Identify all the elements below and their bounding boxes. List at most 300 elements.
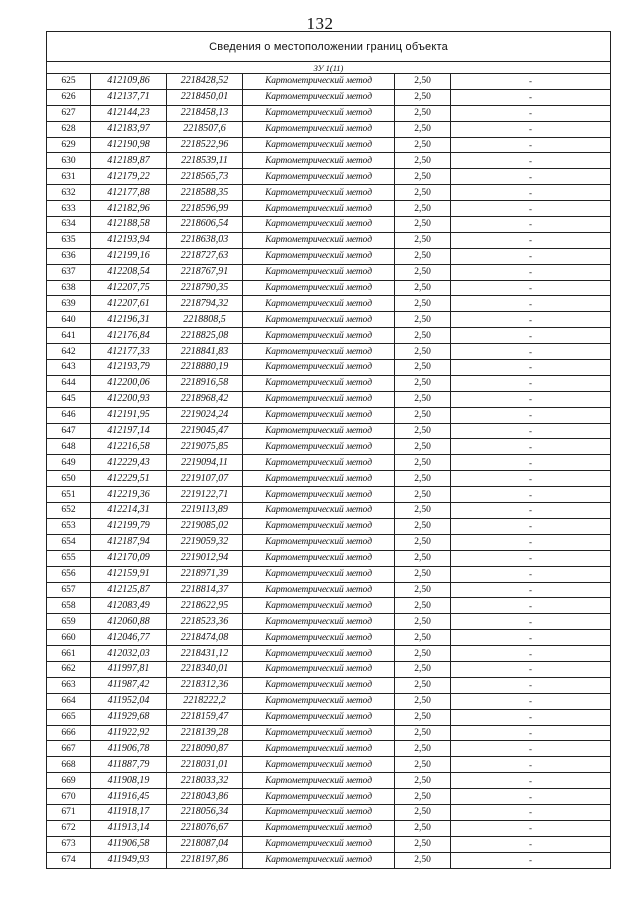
cell-coord-x: 412193,79 [91, 360, 167, 376]
table-row [47, 661, 611, 677]
cell-note: - [451, 852, 611, 868]
cell-note: - [451, 375, 611, 391]
cell-note: - [451, 423, 611, 439]
cell-note: - [451, 121, 611, 137]
cell-point-number: 636 [47, 248, 91, 264]
cell-method: Картометрический метод [243, 741, 395, 757]
table-title: Сведения о местоположении границ объекта [47, 32, 611, 62]
cell-accuracy: 2,50 [395, 248, 451, 264]
cell-method: Картометрический метод [243, 487, 395, 503]
cell-accuracy: 2,50 [395, 534, 451, 550]
cell-method: Картометрический метод [243, 232, 395, 248]
cell-coord-x: 412177,88 [91, 185, 167, 201]
cell-coord-x: 412199,16 [91, 248, 167, 264]
cell-point-number: 644 [47, 375, 91, 391]
cell-method: Картометрический метод [243, 789, 395, 805]
cell-coord-x: 411918,17 [91, 804, 167, 820]
cell-accuracy: 2,50 [395, 757, 451, 773]
cell-accuracy: 2,50 [395, 169, 451, 185]
cell-coord-x: 412229,43 [91, 455, 167, 471]
cell-point-number: 630 [47, 153, 91, 169]
cell-coord-y: 2219094,11 [167, 455, 243, 471]
cell-method: Картометрический метод [243, 217, 395, 233]
table-row [47, 74, 611, 90]
cell-coord-y: 2219075,85 [167, 439, 243, 455]
table-row [47, 375, 611, 391]
cell-accuracy: 2,50 [395, 105, 451, 121]
cell-note: - [451, 804, 611, 820]
section-row [47, 62, 611, 74]
cell-coord-y: 2219012,94 [167, 550, 243, 566]
cell-coord-x: 412193,94 [91, 232, 167, 248]
cell-coord-y: 2218087,04 [167, 836, 243, 852]
cell-note: - [451, 74, 611, 90]
cell-note: - [451, 280, 611, 296]
cell-coord-x: 411908,19 [91, 773, 167, 789]
cell-point-number: 626 [47, 89, 91, 105]
table-row [47, 169, 611, 185]
table-body [47, 32, 611, 869]
cell-note: - [451, 471, 611, 487]
page-number: 132 [306, 14, 334, 33]
cell-point-number: 663 [47, 677, 91, 693]
cell-coord-y: 2218825,08 [167, 328, 243, 344]
table-row [47, 407, 611, 423]
cell-coord-x: 412170,09 [91, 550, 167, 566]
cell-accuracy: 2,50 [395, 566, 451, 582]
table-row [47, 741, 611, 757]
cell-coord-y: 2218727,63 [167, 248, 243, 264]
cell-coord-y: 2219024,24 [167, 407, 243, 423]
cell-method: Картометрический метод [243, 280, 395, 296]
table-row [47, 423, 611, 439]
cell-note: - [451, 264, 611, 280]
cell-coord-x: 412229,51 [91, 471, 167, 487]
cell-point-number: 638 [47, 280, 91, 296]
cell-point-number: 653 [47, 518, 91, 534]
cell-coord-x: 412199,79 [91, 518, 167, 534]
cell-coord-x: 412214,31 [91, 503, 167, 519]
cell-point-number: 665 [47, 709, 91, 725]
table-row [47, 471, 611, 487]
cell-method: Картометрический метод [243, 328, 395, 344]
cell-coord-x: 412189,87 [91, 153, 167, 169]
table-row [47, 646, 611, 662]
cell-accuracy: 2,50 [395, 487, 451, 503]
cell-method: Картометрический метод [243, 582, 395, 598]
cell-coord-y: 2218458,13 [167, 105, 243, 121]
cell-coord-x: 412207,61 [91, 296, 167, 312]
cell-accuracy: 2,50 [395, 89, 451, 105]
cell-coord-y: 2218340,01 [167, 661, 243, 677]
cell-accuracy: 2,50 [395, 375, 451, 391]
cell-point-number: 652 [47, 503, 91, 519]
cell-note: - [451, 248, 611, 264]
cell-coord-x: 412216,58 [91, 439, 167, 455]
cell-accuracy: 2,50 [395, 264, 451, 280]
cell-note: - [451, 550, 611, 566]
cell-note: - [451, 518, 611, 534]
cell-coord-x: 412197,14 [91, 423, 167, 439]
cell-method: Картометрический метод [243, 185, 395, 201]
cell-accuracy: 2,50 [395, 201, 451, 217]
cell-coord-y: 2218638,03 [167, 232, 243, 248]
cell-point-number: 629 [47, 137, 91, 153]
cell-point-number: 651 [47, 487, 91, 503]
table-row [47, 455, 611, 471]
cell-note: - [451, 89, 611, 105]
cell-point-number: 655 [47, 550, 91, 566]
cell-coord-x: 411913,14 [91, 820, 167, 836]
table-row [47, 439, 611, 455]
table-row [47, 566, 611, 582]
cell-method: Картометрический метод [243, 804, 395, 820]
cell-accuracy: 2,50 [395, 646, 451, 662]
cell-note: - [451, 582, 611, 598]
cell-method: Картометрический метод [243, 375, 395, 391]
cell-coord-y: 2218523,36 [167, 614, 243, 630]
table-row [47, 836, 611, 852]
table-row [47, 709, 611, 725]
cell-point-number: 632 [47, 185, 91, 201]
cell-accuracy: 2,50 [395, 582, 451, 598]
cell-coord-x: 411929,68 [91, 709, 167, 725]
cell-note: - [451, 630, 611, 646]
cell-coord-y: 2218622,95 [167, 598, 243, 614]
cell-method: Картометрический метод [243, 439, 395, 455]
table-row [47, 391, 611, 407]
cell-coord-y: 2218312,36 [167, 677, 243, 693]
cell-point-number: 634 [47, 217, 91, 233]
table-row [47, 248, 611, 264]
table-row [47, 217, 611, 233]
cell-coord-x: 412188,58 [91, 217, 167, 233]
cell-note: - [451, 661, 611, 677]
cell-coord-y: 2219113,89 [167, 503, 243, 519]
cell-note: - [451, 201, 611, 217]
cell-point-number: 650 [47, 471, 91, 487]
cell-method: Картометрический метод [243, 534, 395, 550]
table-row [47, 232, 611, 248]
cell-accuracy: 2,50 [395, 280, 451, 296]
cell-method: Картометрический метод [243, 550, 395, 566]
table-row [47, 137, 611, 153]
cell-coord-y: 2218790,35 [167, 280, 243, 296]
cell-accuracy: 2,50 [395, 804, 451, 820]
cell-coord-x: 412144,23 [91, 105, 167, 121]
table-row [47, 630, 611, 646]
cell-coord-y: 2218031,01 [167, 757, 243, 773]
cell-method: Картометрический метод [243, 344, 395, 360]
cell-accuracy: 2,50 [395, 836, 451, 852]
cell-accuracy: 2,50 [395, 614, 451, 630]
table-row [47, 153, 611, 169]
table-row [47, 344, 611, 360]
cell-coord-x: 411922,92 [91, 725, 167, 741]
cell-method: Картометрический метод [243, 503, 395, 519]
cell-point-number: 654 [47, 534, 91, 550]
cell-note: - [451, 614, 611, 630]
cell-accuracy: 2,50 [395, 137, 451, 153]
cell-method: Картометрический метод [243, 312, 395, 328]
cell-accuracy: 2,50 [395, 391, 451, 407]
cell-note: - [451, 725, 611, 741]
cell-method: Картометрический метод [243, 836, 395, 852]
cell-coord-x: 411916,45 [91, 789, 167, 805]
cell-coord-x: 412183,97 [91, 121, 167, 137]
table-row [47, 773, 611, 789]
cell-note: - [451, 757, 611, 773]
cell-point-number: 640 [47, 312, 91, 328]
cell-note: - [451, 185, 611, 201]
cell-note: - [451, 328, 611, 344]
cell-accuracy: 2,50 [395, 312, 451, 328]
table-row [47, 487, 611, 503]
cell-coord-x: 412060,88 [91, 614, 167, 630]
cell-accuracy: 2,50 [395, 423, 451, 439]
cell-point-number: 637 [47, 264, 91, 280]
cell-method: Картометрический метод [243, 757, 395, 773]
cell-coord-x: 411997,81 [91, 661, 167, 677]
cell-point-number: 673 [47, 836, 91, 852]
cell-coord-y: 2218539,11 [167, 153, 243, 169]
cell-note: - [451, 153, 611, 169]
cell-coord-x: 412207,75 [91, 280, 167, 296]
cell-note: - [451, 407, 611, 423]
cell-method: Картометрический метод [243, 391, 395, 407]
cell-coord-y: 2218090,87 [167, 741, 243, 757]
cell-point-number: 631 [47, 169, 91, 185]
table-row [47, 121, 611, 137]
cell-coord-y: 2219059,32 [167, 534, 243, 550]
cell-coord-x: 411906,78 [91, 741, 167, 757]
cell-note: - [451, 693, 611, 709]
cell-method: Картометрический метод [243, 614, 395, 630]
cell-method: Картометрический метод [243, 566, 395, 582]
cell-method: Картометрический метод [243, 137, 395, 153]
cell-point-number: 625 [47, 74, 91, 90]
cell-point-number: 670 [47, 789, 91, 805]
cell-coord-y: 2218431,12 [167, 646, 243, 662]
cell-method: Картометрический метод [243, 360, 395, 376]
cell-note: - [451, 296, 611, 312]
cell-coord-y: 2218507,6 [167, 121, 243, 137]
table-row [47, 804, 611, 820]
cell-coord-x: 412159,91 [91, 566, 167, 582]
cell-method: Картометрический метод [243, 598, 395, 614]
table-row [47, 582, 611, 598]
cell-note: - [451, 344, 611, 360]
table-row [47, 280, 611, 296]
cell-note: - [451, 312, 611, 328]
cell-accuracy: 2,50 [395, 630, 451, 646]
cell-accuracy: 2,50 [395, 232, 451, 248]
cell-accuracy: 2,50 [395, 121, 451, 137]
cell-coord-x: 412032,03 [91, 646, 167, 662]
cell-coord-x: 412046,77 [91, 630, 167, 646]
table-row [47, 820, 611, 836]
cell-coord-y: 2218033,32 [167, 773, 243, 789]
cell-coord-x: 412219,36 [91, 487, 167, 503]
cell-method: Картометрический метод [243, 471, 395, 487]
section-label: ЗУ 1(11) [47, 62, 611, 74]
cell-note: - [451, 836, 611, 852]
cell-method: Картометрический метод [243, 709, 395, 725]
cell-accuracy: 2,50 [395, 789, 451, 805]
cell-note: - [451, 646, 611, 662]
table-row [47, 185, 611, 201]
cell-point-number: 647 [47, 423, 91, 439]
cell-coord-x: 412200,93 [91, 391, 167, 407]
cell-point-number: 639 [47, 296, 91, 312]
cell-coord-y: 2218565,73 [167, 169, 243, 185]
cell-coord-x: 412200,06 [91, 375, 167, 391]
cell-point-number: 659 [47, 614, 91, 630]
cell-coord-y: 2218814,37 [167, 582, 243, 598]
cell-coord-y: 2218428,52 [167, 74, 243, 90]
cell-method: Картометрический метод [243, 105, 395, 121]
cell-coord-x: 412177,33 [91, 344, 167, 360]
cell-note: - [451, 598, 611, 614]
cell-accuracy: 2,50 [395, 439, 451, 455]
cell-note: - [451, 487, 611, 503]
cell-accuracy: 2,50 [395, 550, 451, 566]
cell-method: Картометрический метод [243, 89, 395, 105]
cell-coord-x: 412176,84 [91, 328, 167, 344]
cell-method: Картометрический метод [243, 423, 395, 439]
cell-point-number: 628 [47, 121, 91, 137]
cell-coord-x: 412187,94 [91, 534, 167, 550]
cell-method: Картометрический метод [243, 455, 395, 471]
cell-accuracy: 2,50 [395, 773, 451, 789]
cell-note: - [451, 360, 611, 376]
cell-method: Картометрический метод [243, 74, 395, 90]
cell-coord-x: 412137,71 [91, 89, 167, 105]
cell-accuracy: 2,50 [395, 518, 451, 534]
table-row [47, 757, 611, 773]
cell-coord-y: 2218767,91 [167, 264, 243, 280]
cell-coord-y: 2218222,2 [167, 693, 243, 709]
cell-method: Картометрический метод [243, 153, 395, 169]
cell-coord-y: 2219107,07 [167, 471, 243, 487]
cell-point-number: 661 [47, 646, 91, 662]
table-row [47, 89, 611, 105]
cell-coord-x: 411906,58 [91, 836, 167, 852]
cell-note: - [451, 439, 611, 455]
cell-coord-x: 411887,79 [91, 757, 167, 773]
cell-point-number: 635 [47, 232, 91, 248]
table-row [47, 598, 611, 614]
cell-point-number: 642 [47, 344, 91, 360]
cell-point-number: 672 [47, 820, 91, 836]
cell-method: Картометрический метод [243, 407, 395, 423]
cell-note: - [451, 566, 611, 582]
cell-accuracy: 2,50 [395, 344, 451, 360]
cell-coord-x: 412182,96 [91, 201, 167, 217]
cell-coord-y: 2218076,67 [167, 820, 243, 836]
cell-accuracy: 2,50 [395, 598, 451, 614]
cell-accuracy: 2,50 [395, 820, 451, 836]
cell-method: Картометрический метод [243, 121, 395, 137]
cell-accuracy: 2,50 [395, 503, 451, 519]
cell-point-number: 669 [47, 773, 91, 789]
cell-point-number: 646 [47, 407, 91, 423]
cell-method: Картометрический метод [243, 169, 395, 185]
cell-note: - [451, 773, 611, 789]
cell-method: Картометрический метод [243, 264, 395, 280]
cell-point-number: 658 [47, 598, 91, 614]
cell-coord-x: 412190,98 [91, 137, 167, 153]
table-row [47, 328, 611, 344]
cell-coord-y: 2218159,47 [167, 709, 243, 725]
cell-point-number: 671 [47, 804, 91, 820]
cell-coord-y: 2218808,5 [167, 312, 243, 328]
cell-accuracy: 2,50 [395, 677, 451, 693]
cell-method: Картометрический метод [243, 201, 395, 217]
cell-note: - [451, 503, 611, 519]
cell-point-number: 660 [47, 630, 91, 646]
cell-point-number: 666 [47, 725, 91, 741]
cell-coord-x: 412109,86 [91, 74, 167, 90]
cell-note: - [451, 741, 611, 757]
cell-note: - [451, 789, 611, 805]
cell-coord-y: 2218606,54 [167, 217, 243, 233]
cell-coord-y: 2219122,71 [167, 487, 243, 503]
cell-point-number: 656 [47, 566, 91, 582]
cell-note: - [451, 391, 611, 407]
cell-coord-x: 412196,31 [91, 312, 167, 328]
table-row [47, 296, 611, 312]
cell-point-number: 641 [47, 328, 91, 344]
cell-coord-y: 2218588,35 [167, 185, 243, 201]
cell-accuracy: 2,50 [395, 217, 451, 233]
boundary-coordinates-table [46, 31, 611, 869]
cell-note: - [451, 137, 611, 153]
cell-coord-x: 411987,42 [91, 677, 167, 693]
cell-method: Картометрический метод [243, 248, 395, 264]
cell-note: - [451, 105, 611, 121]
cell-note: - [451, 677, 611, 693]
cell-coord-y: 2218474,08 [167, 630, 243, 646]
cell-method: Картометрический метод [243, 296, 395, 312]
cell-coord-x: 412179,22 [91, 169, 167, 185]
table-row [47, 360, 611, 376]
cell-coord-y: 2218880,19 [167, 360, 243, 376]
cell-method: Картометрический метод [243, 630, 395, 646]
cell-accuracy: 2,50 [395, 360, 451, 376]
cell-coord-y: 2218056,34 [167, 804, 243, 820]
cell-point-number: 645 [47, 391, 91, 407]
cell-method: Картометрический метод [243, 852, 395, 868]
table-row [47, 201, 611, 217]
cell-method: Картометрический метод [243, 693, 395, 709]
table-row [47, 789, 611, 805]
cell-coord-x: 411952,04 [91, 693, 167, 709]
cell-note: - [451, 169, 611, 185]
cell-coord-x: 412191,95 [91, 407, 167, 423]
cell-point-number: 657 [47, 582, 91, 598]
cell-accuracy: 2,50 [395, 471, 451, 487]
cell-coord-y: 2218450,01 [167, 89, 243, 105]
cell-accuracy: 2,50 [395, 725, 451, 741]
cell-accuracy: 2,50 [395, 74, 451, 90]
cell-point-number: 667 [47, 741, 91, 757]
cell-accuracy: 2,50 [395, 741, 451, 757]
cell-coord-y: 2218522,96 [167, 137, 243, 153]
cell-point-number: 664 [47, 693, 91, 709]
table-title-row [47, 32, 611, 62]
cell-point-number: 627 [47, 105, 91, 121]
